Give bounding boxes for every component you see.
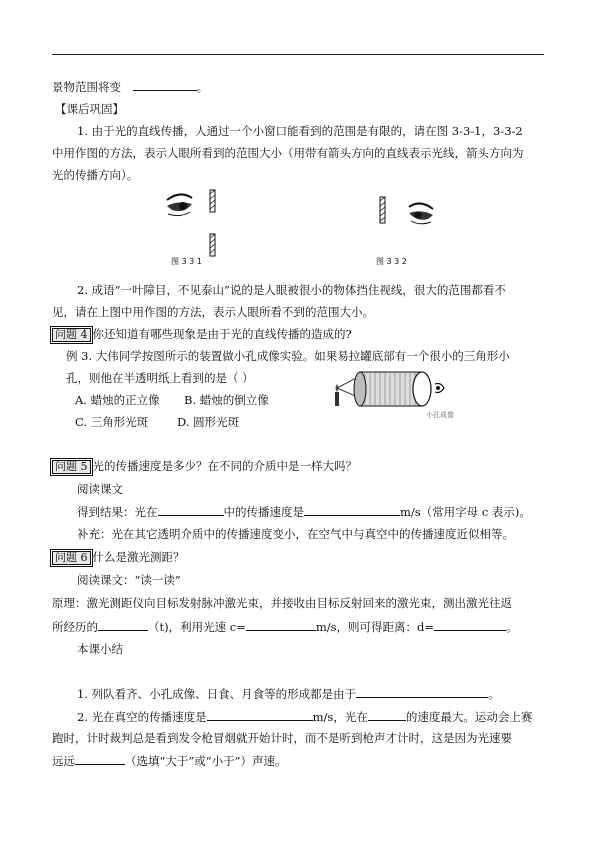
top-line-text: 景物范围将变 xyxy=(52,80,121,94)
principle-line2: 所经历的 （t)，利用光速 c= m/s，则可得距离：d= 。 xyxy=(52,620,518,634)
principle-line1: 原理：激光测距仪向目标发射脉冲激光束，并接收由目标反射回来的激光束，测出激光往返 xyxy=(52,596,512,610)
top-line: 景物范围将变 。 xyxy=(52,80,209,94)
example3-line1: 例 3. 大伟同学按图所示的装置做小孔成像实验。如果易拉罐底部有一个很小的三角形小 xyxy=(66,349,510,363)
vacuum-speed-blank[interactable] xyxy=(207,709,313,721)
time-blank[interactable] xyxy=(98,619,148,631)
cause-blank[interactable] xyxy=(356,686,488,698)
summary-line2: 2. 光在真空的传播速度是 m/s，光在 的速度最大。运动会上赛 xyxy=(77,710,533,724)
example3-optD: D. 圆形光斑 xyxy=(177,415,240,429)
q1-line3: 光的传播方向）。 xyxy=(52,168,139,182)
medium-blank[interactable] xyxy=(158,504,224,516)
q1-line1: 1. 由于光的直线传播，人通过一个小窗口能看到的范围是有限的，请在图 3-3-1，3-3-2 xyxy=(77,124,523,138)
figure-3-3-2 xyxy=(375,195,445,255)
problem6-read: 阅读课文：“读一读” xyxy=(77,573,181,587)
problem6-text: 什么是激光测距？ xyxy=(92,550,185,564)
problem4-label: 问题 4 xyxy=(52,328,91,342)
problem6 xyxy=(52,550,185,565)
problem5 xyxy=(52,459,357,474)
problem4 xyxy=(52,327,352,342)
problem4-text: 你还知道有哪些现象是由于光的直线传播的造成的? xyxy=(92,327,352,341)
compare-blank[interactable] xyxy=(75,753,125,765)
example3-optB: B. 蜡烛的倒立像 xyxy=(184,393,269,407)
summary-title: 本课小结 xyxy=(77,642,123,656)
window-barrier xyxy=(210,190,215,256)
example3-optC: C. 三角形光斑 xyxy=(75,415,149,429)
header-rule xyxy=(52,54,544,55)
q1-line2: 中用作图的方法，表示人眼所看到的范围大小（用带有箭头方向的直线表示光线，箭头方向为 xyxy=(52,146,524,160)
problem6-label: 问题 6 xyxy=(52,551,91,565)
fig1-caption: 图 3 3 1 xyxy=(171,257,202,266)
pinhole-caption: 小孔成像 xyxy=(426,411,454,419)
can-tube xyxy=(354,372,431,406)
q2-line2: 见，请在上图中用作图的方法，表示人眼所看不到的范围大小。 xyxy=(52,305,374,319)
eye-icon xyxy=(409,203,433,223)
light-speed-blank[interactable] xyxy=(246,619,316,631)
eye-icon xyxy=(167,194,192,215)
section-heading: 【课后巩固】 xyxy=(55,102,124,116)
distance-blank[interactable] xyxy=(434,619,506,631)
example3-optA: A. 蜡烛的正立像 xyxy=(75,393,160,407)
observer-eye-icon xyxy=(435,384,444,393)
fig2-caption: 图 3 3 2 xyxy=(376,257,407,266)
screen-barrier xyxy=(380,197,385,223)
summary-line3: 跑时，计时裁判总是看到发令枪冒烟就开始计时，而不是听到枪声才计时，这是因为光速要 xyxy=(52,731,512,745)
problem5-supplement: 补充：光在其它透明介质中的传播速度变小，在空气中与真空中的传播速度近似相等。 xyxy=(77,527,514,541)
summary-line1: 1. 列队看齐、小孔成像、日食、月食等的形成都是由于 。 xyxy=(77,687,500,701)
speed-blank[interactable] xyxy=(304,504,400,516)
problem5-result: 得到结果：光在 中的传播速度是 m/s（常用字母 c 表示)。 xyxy=(77,505,531,519)
problem5-text: 光的传播速度是多少？在不同的介质中是一样大吗？ xyxy=(92,459,357,473)
q2-line1: 2. 成语“一叶障目，不见泰山”说的是人眼被很小的物体挡住视线，很大的范围都看不 xyxy=(77,283,506,297)
problem5-read: 阅读课文 xyxy=(77,482,123,496)
fastest-medium-blank[interactable] xyxy=(368,709,406,721)
top-line-blank[interactable] xyxy=(133,79,197,91)
summary-line4: 远远 （选填“大于”或“小于”）声速。 xyxy=(52,754,287,768)
problem5-label: 问题 5 xyxy=(52,460,91,474)
example3-line2: 孔，则他在半透明纸上看到的是（ ） xyxy=(66,371,254,385)
